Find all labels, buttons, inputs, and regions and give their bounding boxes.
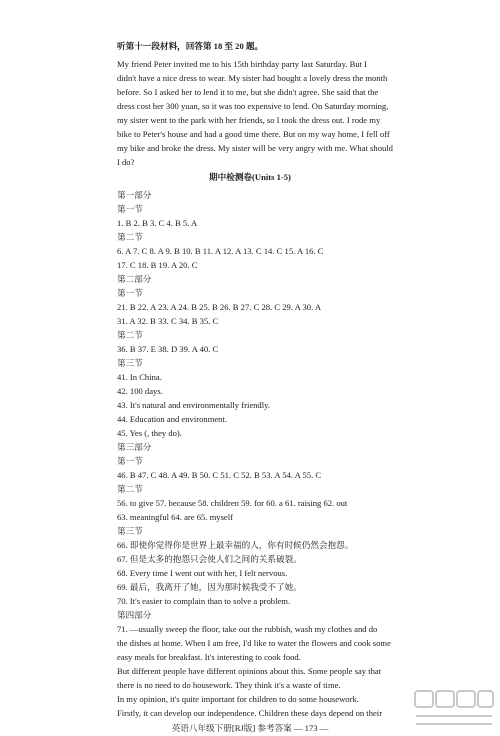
answer-line: 67. 但是太多的抱怨只会使人们之间的关系破裂。 [117, 554, 302, 564]
answer-line: the dishes at home. When I am free, I'd like to water the flowers and cook some [117, 638, 391, 648]
answer-line: 第三节 [117, 526, 143, 536]
answer-line: 第二节 [117, 484, 143, 494]
passage-line: before. So I asked her to lend it to me, but she didn't agree. She said that the [117, 87, 379, 97]
answer-line: 41. In China. [117, 372, 162, 382]
answer-line: 6. A 7. C 8. A 9. B 10. B 11. A 12. A 13. C 14. C 15. A 16. C [117, 246, 324, 256]
answer-line: Firstly, it can develop our independence. Children these days depend on their [117, 708, 383, 718]
answer-line: 第二节 [117, 232, 143, 242]
answer-line: 第二部分 [117, 274, 152, 284]
passage-line: bike to Peter's house and had a good time there. But on my way home, I fell off [117, 129, 390, 139]
answer-line: 21. B 22. A 23. A 24. B 25. B 26. B 27. C 28. C 29. A 30. A [117, 302, 322, 312]
answer-line: 68. Every time I went out with her, I felt nervous. [117, 568, 288, 578]
answer-line: 63. meaningful 64. are 65. myself [117, 512, 233, 522]
passage-line: My friend Peter invited me to his 15th birthday party last Saturday. But I [117, 59, 368, 69]
answer-line: 第一节 [117, 288, 143, 298]
answer-line: 46. B 47. C 48. A 49. B 50. C 51. C 52. B 53. A 54. A 55. C [117, 470, 322, 480]
answer-line: 17. C 18. B 19. A 20. C [117, 260, 198, 270]
answer-line: 1. B 2. B 3. C 4. B 5. A [117, 218, 198, 228]
answer-line: 44. Education and environment. [117, 414, 228, 424]
answer-line: 66. 即使你觉得你是世界上最幸福的人，你有时候仍然会抱怨。 [117, 540, 354, 550]
passage-line: my sister went to the park with her friends, so I took the dress out. I rode my [117, 115, 381, 125]
passage-line: didn't have a nice dress to wear. My sister had bought a lovely dress the month [117, 73, 388, 83]
answer-line: 第一节 [117, 204, 143, 214]
answer-line: 42. 100 days. [117, 386, 163, 396]
passage-line: dress cost her 300 yuan, so it was too expensive to lend. On Saturday morning, [117, 101, 389, 111]
answer-line: 36. B 37. E 38. D 39. A 40. C [117, 344, 219, 354]
passage-line: my bike and broke the dress. My sister will be very angry with me. What should [117, 143, 393, 153]
passage-line: I do? [117, 157, 135, 167]
answer-line: 第四部分 [117, 610, 152, 620]
answer-line: In my opinion, it's quite important for children to do some housework. [117, 694, 359, 704]
answer-line: 第一节 [117, 456, 143, 466]
answer-line: 第一部分 [117, 190, 152, 200]
answer-line: 69. 最后，我离开了她，因为那时候我受不了她。 [117, 582, 302, 592]
page-footer: 英语八年级下册[RJ版] 参考答案 — 173 — [171, 723, 329, 733]
listening-intro: 听第十一段材料，回答第 18 至 20 题。 [117, 41, 264, 51]
answer-line: But different people have different opinions about this. Some people say that [117, 666, 382, 676]
answer-line: 第三节 [117, 358, 143, 368]
answer-line: 第二节 [117, 330, 143, 340]
answer-line: 70. It's easier to complain than to solve a problem. [117, 596, 291, 606]
answer-line: there is no need to do housework. They think it's a waste of time. [117, 680, 341, 690]
answer-line: easy meals for breakfast. It's interesting to cook food. [117, 652, 301, 662]
answer-line: 43. It's natural and environmentally friendly. [117, 400, 271, 410]
answer-line: 第三部分 [117, 442, 152, 452]
answer-line: 56. to give 57. because 58. children 59. for 60. a 61. raising 62. out [117, 498, 348, 508]
exam-title: 期中检测卷(Units 1-5) [209, 172, 291, 182]
answer-line: 31. A 32. B 33. C 34. B 35. C [117, 316, 219, 326]
answer-line: 45. Yes (, they do). [117, 428, 182, 438]
answer-line: 71. —usually sweep the floor, take out the rubbish, wash my clothes and do [117, 624, 378, 634]
